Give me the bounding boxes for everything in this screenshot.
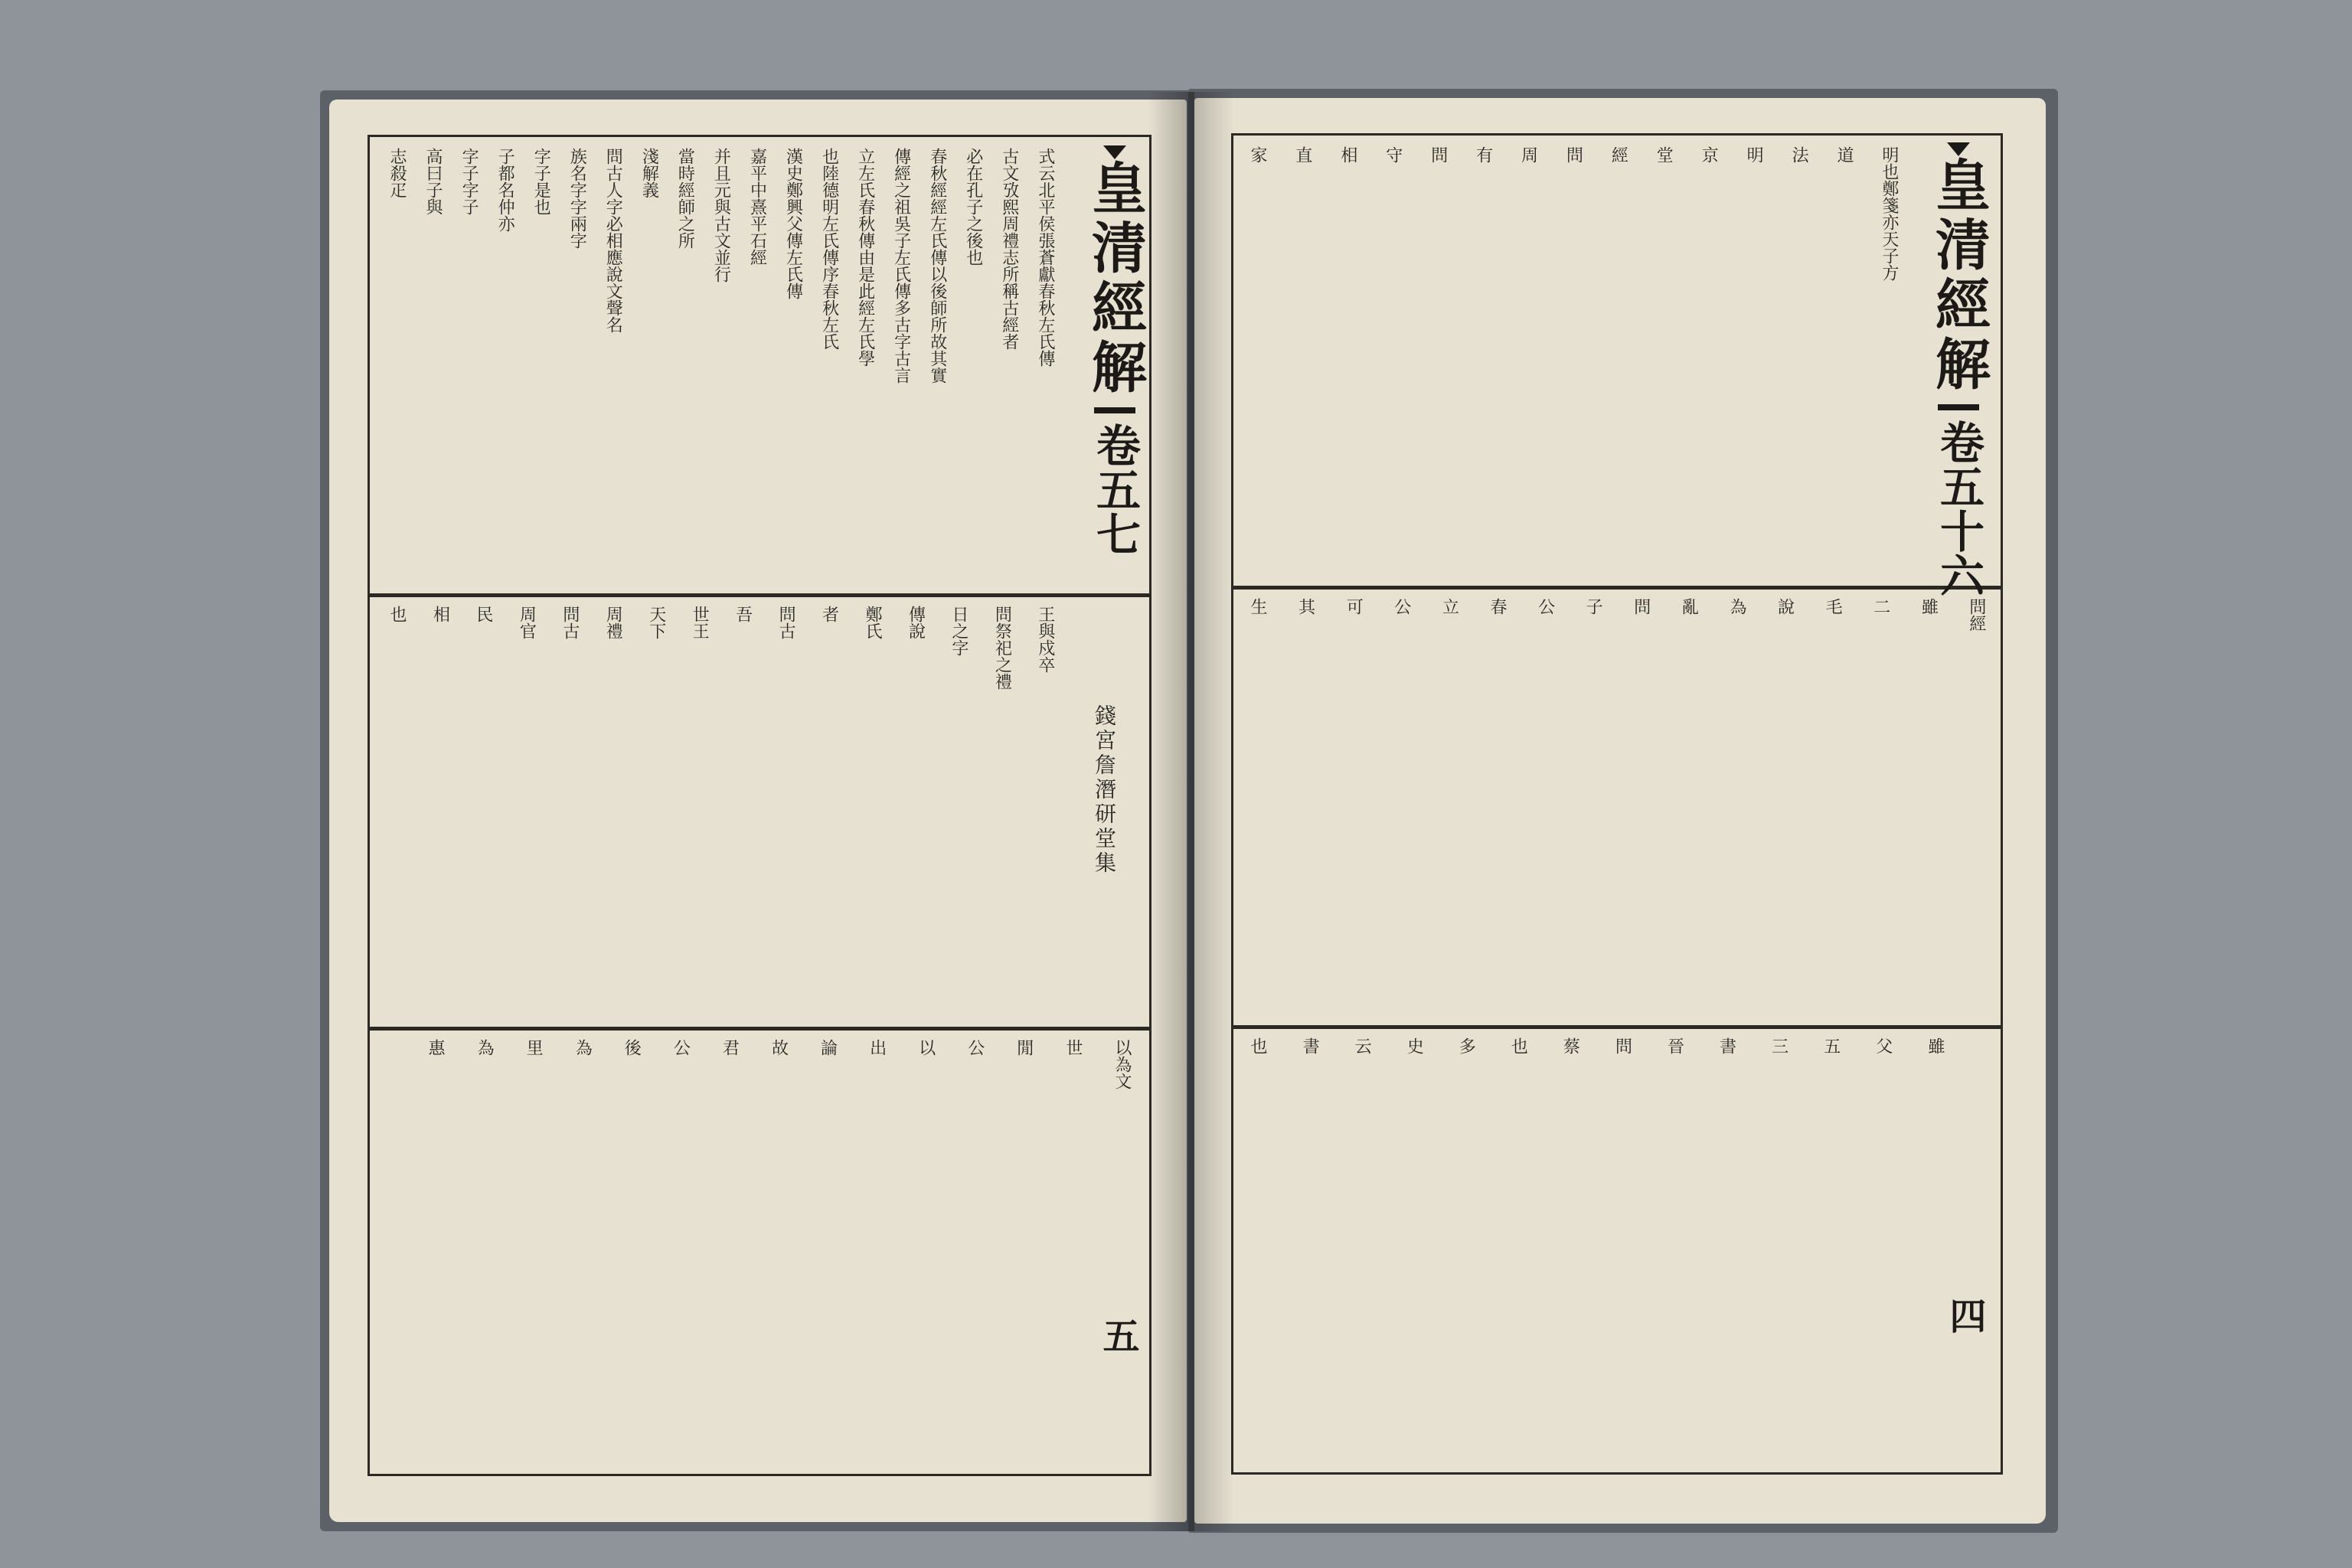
left-page: [329, 100, 1187, 1522]
text-column: 問經: [1966, 598, 1986, 632]
text-column: 周: [1518, 146, 1538, 163]
right-register-middle: [1246, 598, 1988, 1016]
text-column: 以為文: [1112, 1039, 1132, 1089]
text-column: 里: [524, 1039, 544, 1056]
text-column: 故: [769, 1039, 789, 1056]
text-column: 惠: [426, 1039, 445, 1056]
gutter-shadow: [1148, 92, 1194, 1531]
text-column: 有: [1473, 146, 1493, 163]
text-column: 父: [1873, 1037, 1893, 1054]
text-column: 族名字字兩字: [567, 148, 587, 249]
text-column: 蔡: [1560, 1037, 1580, 1054]
text-column: 傳經之祖吳子左氏傳多古字古言: [891, 148, 911, 384]
text-column: 字子是也: [531, 148, 551, 215]
text-column: 明也鄭箋亦天子方: [1879, 146, 1899, 281]
text-column: 雖: [1919, 598, 1939, 615]
page-number: 四: [1943, 1297, 1986, 1334]
text-column: 公: [1535, 598, 1555, 615]
fish-tail-mark: [1947, 142, 1970, 156]
text-column: 高曰子與: [423, 148, 443, 215]
text-column: 漢史鄭興父傳左氏傳: [783, 148, 803, 299]
text-column: 亂: [1679, 598, 1699, 615]
text-column: 問: [1563, 146, 1583, 163]
text-column: 生: [1248, 598, 1267, 615]
book-title: 皇清經解: [1083, 159, 1148, 398]
text-column: 問祭祀之禮: [992, 606, 1012, 690]
text-column: 問: [1612, 1037, 1632, 1054]
banner-separator: [1938, 404, 1979, 410]
left-register-top: [385, 148, 1057, 584]
text-column: 為: [1726, 598, 1746, 615]
register-divider: [1233, 586, 2001, 590]
text-column: 者: [819, 606, 839, 622]
text-column: 可: [1344, 598, 1364, 615]
text-column: 京: [1699, 146, 1719, 163]
text-column: 問古: [776, 606, 796, 639]
text-column: 公: [965, 1039, 985, 1056]
text-column: 書: [1300, 1037, 1320, 1054]
text-column: 法: [1789, 146, 1809, 163]
text-column: 子: [1583, 598, 1603, 615]
text-column: 云: [1352, 1037, 1372, 1054]
text-column: 相: [1338, 146, 1357, 163]
text-column: 必在孔子之後也: [963, 148, 983, 266]
register-divider: [370, 1027, 1149, 1031]
page-number: 五: [1096, 1317, 1139, 1354]
text-column: 志殺疋: [387, 148, 407, 198]
text-column: 嘉平中熹平石經: [747, 148, 767, 266]
text-column: 史: [1404, 1037, 1424, 1054]
text-column: 也: [1508, 1037, 1528, 1054]
text-column: 晉: [1664, 1037, 1684, 1054]
text-column: 君: [720, 1039, 740, 1056]
text-column: 當時經師之所: [675, 148, 695, 249]
juan-label: 卷五七: [1089, 423, 1141, 556]
banner-separator: [1094, 407, 1135, 413]
text-column: 淺解義: [639, 148, 659, 198]
text-column: 堂: [1654, 146, 1674, 163]
text-column: 經: [1609, 146, 1628, 163]
text-column: 為: [475, 1039, 495, 1056]
text-column: 世王: [690, 606, 710, 639]
text-column: 也: [1248, 1037, 1267, 1054]
right-register-top: [1246, 146, 1901, 577]
text-column: 鄭氏: [862, 606, 882, 639]
text-column: 其: [1295, 598, 1315, 615]
fish-tail-mark: [1103, 145, 1126, 159]
text-column: 天下: [646, 606, 666, 639]
gutter-shadow: [1188, 92, 1234, 1531]
text-column: 問古: [560, 606, 580, 639]
text-column: 明: [1744, 146, 1764, 163]
right-page-frame: [1231, 133, 2003, 1475]
text-column: 日之字: [949, 606, 969, 656]
right-page: [1194, 98, 2046, 1524]
text-column: 書: [1717, 1037, 1736, 1054]
text-column: 吾: [733, 606, 753, 622]
text-column: 公: [1391, 598, 1411, 615]
text-column: 家: [1248, 146, 1267, 163]
text-column: 春秋經經左氏傳以後師所故其實: [927, 148, 947, 384]
text-column: 說: [1775, 598, 1795, 615]
colophon: 錢宮詹潛研堂集: [1092, 704, 1117, 876]
juan-label: 卷五十六: [1932, 420, 1984, 597]
text-column: 并且元與古文並行: [711, 148, 731, 283]
register-divider: [370, 593, 1149, 597]
text-column: 也: [387, 606, 407, 622]
left-page-frame: [368, 135, 1152, 1476]
text-column: 子都名仲亦: [495, 148, 515, 232]
text-column: 守: [1383, 146, 1403, 163]
text-column: 式云北平侯張蒼獻春秋左氏傳: [1035, 148, 1055, 367]
text-column: 道: [1834, 146, 1854, 163]
text-column: 閒: [1014, 1039, 1034, 1056]
text-column: 問: [1428, 146, 1448, 163]
text-column: 傳說: [906, 606, 926, 639]
text-column: 出: [867, 1039, 887, 1056]
text-column: 問: [1631, 598, 1651, 615]
text-column: 立左氏春秋傳由是此經左氏學: [855, 148, 875, 367]
book-title: 皇清經解: [1926, 156, 1991, 395]
text-column: 為: [573, 1039, 593, 1056]
text-column: 周禮: [603, 606, 623, 639]
text-column: 周官: [517, 606, 537, 639]
text-column: 雖: [1925, 1037, 1945, 1054]
text-column: 春: [1487, 598, 1507, 615]
left-title-banner: [1075, 145, 1155, 556]
text-column: 也陸德明左氏傳序春秋左氏: [819, 148, 839, 350]
text-column: 古文攷熙周禮志所稱古經者: [999, 148, 1019, 350]
text-column: 後: [622, 1039, 642, 1056]
text-column: 三: [1769, 1037, 1788, 1054]
text-column: 相: [430, 606, 450, 622]
text-column: 問古人字必相應說文聲名: [603, 148, 623, 333]
right-title-banner: [1919, 142, 1998, 597]
text-column: 直: [1292, 146, 1312, 163]
text-column: 多: [1456, 1037, 1476, 1054]
left-register-bottom: [423, 1039, 1134, 1462]
register-divider: [1233, 1025, 2001, 1029]
right-register-bottom: [1246, 1037, 1947, 1460]
text-column: 民: [473, 606, 493, 622]
text-column: 五: [1821, 1037, 1841, 1054]
text-column: 二: [1870, 598, 1890, 615]
text-column: 世: [1063, 1039, 1083, 1056]
text-column: 毛: [1823, 598, 1843, 615]
text-column: 以: [916, 1039, 936, 1056]
left-register-middle: [385, 606, 1057, 1018]
text-column: 公: [671, 1039, 691, 1056]
text-column: 論: [818, 1039, 838, 1056]
text-column: 字子字子: [459, 148, 479, 215]
text-column: 立: [1439, 598, 1459, 615]
text-column: 王與戍卒: [1035, 606, 1055, 673]
